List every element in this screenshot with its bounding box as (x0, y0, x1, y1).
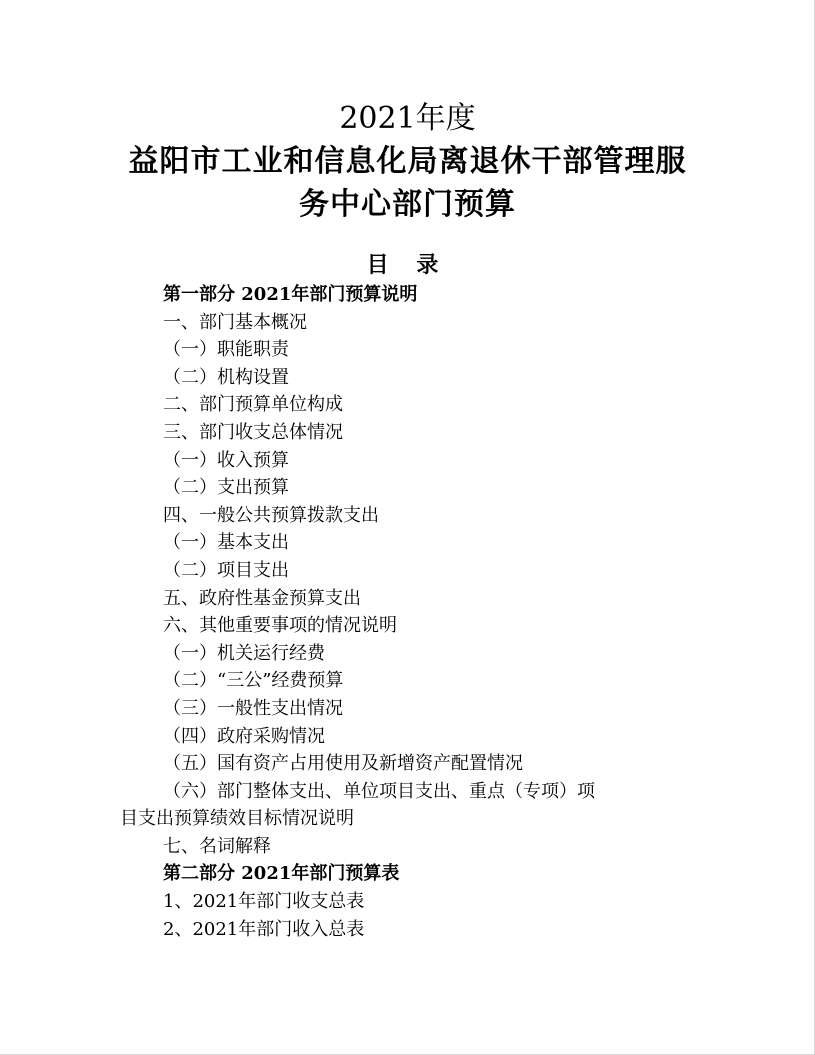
toc-item: （三）一般性支出情况 (163, 697, 343, 719)
toc-item: 第二部分 2021年部门预算表 (163, 863, 400, 885)
toc-item: 三、部门收支总体情况 (163, 421, 343, 443)
toc-item: 1、2021年部门收支总表 (163, 891, 365, 913)
toc-item: （二）机构设置 (163, 366, 289, 388)
toc-item: （一）机关运行经费 (163, 642, 325, 664)
table-of-contents (0, 281, 815, 943)
toc-heading: 目 录 (366, 252, 449, 278)
toc-item: （五）国有资产占用使用及新增资产配置情况 (163, 753, 523, 775)
toc-item: （二）“三公”经费预算 (163, 670, 344, 692)
toc-item-continuation: 目支出预算绩效目标情况说明 (120, 808, 354, 830)
title-budget: 务中心部门预算 (299, 187, 516, 222)
title-organization: 益阳市工业和信息化局离退休干部管理服 (128, 144, 687, 179)
toc-item: （四）政府采购情况 (163, 725, 325, 747)
toc-item: 四、一般公共预算拨款支出 (163, 504, 379, 526)
toc-item: 第一部分 2021年部门预算说明 (163, 284, 418, 305)
toc-item: （一）基本支出 (163, 532, 289, 554)
toc-item: （一）职能职责 (163, 339, 289, 361)
toc-item: （一）收入预算 (163, 449, 289, 471)
toc-item: 2、2021年部门收入总表 (163, 918, 365, 940)
toc-item: （二）支出预算 (163, 477, 289, 499)
toc-item: （二）项目支出 (163, 559, 289, 581)
toc-item: 六、其他重要事项的情况说明 (163, 615, 397, 637)
toc-item: 五、政府性基金预算支出 (163, 587, 361, 609)
toc-item: 二、部门预算单位构成 (163, 394, 343, 416)
toc-item: 一、部门基本概况 (163, 311, 307, 333)
toc-item: 七、名词解释 (163, 835, 271, 857)
title-year: 2021年度 (339, 101, 476, 136)
toc-item: （六）部门整体支出、单位项目支出、重点（专项）项 (163, 780, 595, 802)
